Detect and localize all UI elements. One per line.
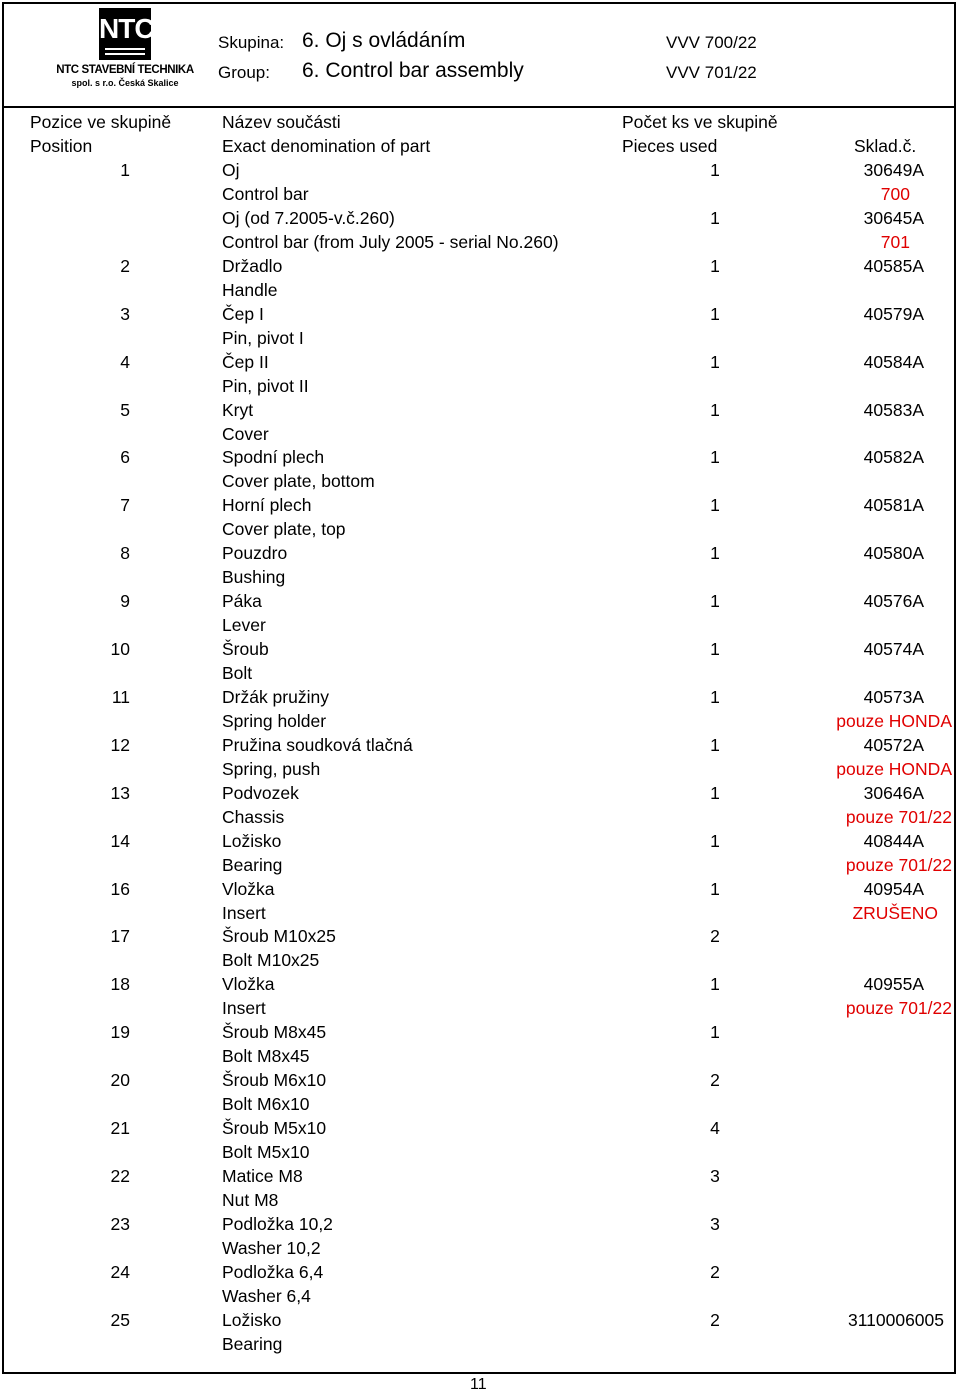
row-name-cz: Podložka 6,4: [222, 1262, 324, 1282]
row-position: 11: [111, 687, 130, 707]
row-quantity: 1: [710, 1022, 720, 1042]
row-name-cz: Šroub: [222, 639, 269, 659]
row-quantity: 1: [710, 447, 720, 467]
row-position: 24: [110, 1262, 130, 1282]
row-name-cz: Šroub M8x45: [222, 1022, 327, 1042]
row-name-cz: Horní plech: [222, 495, 312, 515]
row-position: 8: [120, 543, 130, 563]
header-separator: [4, 106, 954, 108]
row-name-cz: Páka: [222, 591, 262, 611]
row-quantity: 1: [710, 543, 720, 563]
row-quantity: 1: [710, 735, 720, 755]
row-note: 701: [880, 232, 910, 252]
row-quantity: 2: [710, 1310, 720, 1330]
row-name-cz: Čep I: [222, 304, 264, 324]
row-name-cz: Šroub M10x25: [222, 926, 336, 946]
row-quantity: 1: [710, 879, 720, 899]
row-position: 2: [120, 256, 130, 276]
row-position: 19: [110, 1022, 130, 1042]
row-sku: 40955A: [863, 974, 924, 994]
row-quantity: 1: [710, 208, 720, 228]
row-note: pouze 701/22: [845, 998, 952, 1018]
row-name-en: Spring, push: [222, 759, 321, 779]
row-name-en: Control bar (from July 2005 - serial No.260): [222, 232, 559, 252]
row-position: 25: [110, 1310, 130, 1330]
row-name-en: Handle: [222, 280, 278, 300]
row-position: 14: [110, 831, 130, 851]
row-sku: 30646A: [863, 783, 924, 803]
row-quantity: 2: [710, 1262, 720, 1282]
row-quantity: 3: [710, 1214, 720, 1234]
row-name-en: Washer 6,4: [222, 1286, 311, 1306]
row-position: 17: [110, 926, 130, 946]
column-name-cz: Název součásti: [222, 112, 341, 132]
row-name-cz: Matice M8: [222, 1166, 303, 1186]
row-note: pouze 701/22: [845, 855, 952, 875]
row-quantity: 1: [710, 783, 720, 803]
row-name-cz: Oj (od 7.2005-v.č.260): [222, 208, 395, 228]
row-sku: 30649A: [863, 160, 924, 180]
row-position: 13: [110, 783, 130, 803]
logo-company-name: NTC STAVEBNÍ TECHNIKA: [56, 64, 194, 76]
row-name-en: Cover: [222, 424, 269, 444]
row-note: pouze HONDA: [836, 759, 952, 779]
row-position: 10: [110, 639, 130, 659]
row-name-en: Cover plate, bottom: [222, 471, 375, 491]
row-name-cz: Pružina soudková tlačná: [222, 735, 413, 755]
row-sku: 40574A: [863, 639, 924, 659]
row-name-cz: Pouzdro: [222, 543, 288, 563]
row-quantity: 1: [710, 974, 720, 994]
row-name-en: Control bar: [222, 184, 309, 204]
row-note: 700: [880, 184, 910, 204]
column-name-en: Exact denomination of part: [222, 136, 431, 156]
row-position: 18: [110, 974, 130, 994]
row-quantity: 1: [710, 495, 720, 515]
row-name-cz: Šroub M5x10: [222, 1118, 327, 1138]
row-name-en: Chassis: [222, 807, 285, 827]
row-sku: 40572A: [863, 735, 924, 755]
row-name-cz: Držák pružiny: [222, 687, 329, 707]
row-name-en: Pin, pivot I: [222, 328, 304, 348]
group-en-value: 6. Control bar assembly: [302, 59, 524, 82]
row-quantity: 1: [710, 160, 720, 180]
model-701: VVV 701/22: [666, 63, 757, 82]
row-sku: 40581A: [863, 495, 924, 515]
row-position: 9: [120, 591, 130, 611]
row-position: 22: [110, 1166, 130, 1186]
logo-company-sub: spol. s r.o. Česká Skalice: [71, 78, 179, 88]
row-sku: 30645A: [863, 208, 924, 228]
group-en-label: Group:: [218, 63, 270, 82]
row-quantity: 1: [710, 304, 720, 324]
row-name-cz: Podvozek: [222, 783, 299, 803]
row-quantity: 3: [710, 1166, 720, 1186]
group-cz-label: Skupina:: [218, 33, 285, 52]
row-quantity: 1: [710, 352, 720, 372]
column-qty-cz: Počet ks ve skupině: [622, 112, 778, 132]
row-sku: 40582A: [863, 447, 924, 467]
ntc-logo-mark: [99, 8, 154, 60]
row-sku: 40954A: [863, 879, 924, 899]
row-sku: 40584A: [863, 352, 924, 372]
row-sku: 40583A: [863, 400, 924, 420]
row-name-cz: Držadlo: [222, 256, 283, 276]
logo-mark-text: NTC: [99, 13, 154, 44]
page-number: 11: [470, 1376, 487, 1393]
row-quantity: 1: [710, 256, 720, 276]
row-name-en: Insert: [222, 903, 266, 923]
column-position-cz: Pozice ve skupině: [30, 112, 172, 132]
row-name-en: Bolt M6x10: [222, 1094, 310, 1114]
row-sku: 40844A: [863, 831, 924, 851]
row-sku: 40585A: [863, 256, 924, 276]
row-quantity: 1: [710, 591, 720, 611]
row-name-en: Bearing: [222, 855, 283, 875]
row-position: 7: [120, 495, 130, 515]
company-logo: [55, 8, 195, 98]
group-cz-value: 6. Oj s ovládáním: [302, 29, 466, 52]
row-name-en: Nut M8: [222, 1190, 279, 1210]
row-name-cz: Ložisko: [222, 831, 282, 851]
row-position: 20: [110, 1070, 130, 1090]
row-quantity: 1: [710, 639, 720, 659]
row-name-en: Bushing: [222, 567, 286, 587]
row-quantity: 1: [710, 831, 720, 851]
row-name-cz: Vložka: [222, 974, 275, 994]
row-name-cz: Kryt: [222, 400, 254, 420]
row-position: 12: [110, 735, 130, 755]
row-sku: 40573A: [863, 687, 924, 707]
row-name-cz: Šroub M6x10: [222, 1070, 327, 1090]
row-name-en: Lever: [222, 615, 266, 635]
row-quantity: 2: [710, 1070, 720, 1090]
row-quantity: 4: [710, 1118, 720, 1138]
row-position: 21: [110, 1118, 130, 1138]
row-note: ZRUŠENO: [852, 903, 938, 923]
row-position: 4: [120, 352, 130, 372]
column-position-en: Position: [30, 136, 93, 156]
row-name-en: Pin, pivot II: [222, 376, 309, 396]
row-name-en: Cover plate, top: [222, 519, 346, 539]
row-sku: 40580A: [863, 543, 924, 563]
row-quantity: 1: [710, 400, 720, 420]
row-position: 1: [120, 160, 130, 180]
column-sku: Sklad.č.: [854, 136, 917, 156]
row-sku: 40576A: [863, 591, 924, 611]
row-name-cz: Vložka: [222, 879, 275, 899]
row-sku: 3110006005: [847, 1310, 944, 1330]
row-name-en: Spring holder: [222, 711, 327, 731]
page-frame: [2, 2, 956, 1374]
row-name-en: Washer 10,2: [222, 1238, 321, 1258]
row-name-cz: Spodní plech: [222, 447, 325, 467]
row-sku: 40579A: [863, 304, 924, 324]
row-name-cz: Čep II: [222, 352, 269, 372]
row-name-en: Insert: [222, 998, 266, 1018]
row-position: 6: [120, 447, 130, 467]
model-700: VVV 700/22: [666, 33, 757, 52]
row-quantity: 1: [710, 687, 720, 707]
column-qty-en: Pieces used: [622, 136, 718, 156]
row-name-en: Bolt M10x25: [222, 950, 320, 970]
row-note: pouze 701/22: [845, 807, 952, 827]
row-position: 3: [120, 304, 130, 324]
row-name-cz: Podložka 10,2: [222, 1214, 333, 1234]
row-name-en: Bearing: [222, 1334, 283, 1354]
row-name-en: Bolt M8x45: [222, 1046, 310, 1066]
row-note: pouze HONDA: [836, 711, 952, 731]
row-name-cz: Oj: [222, 160, 240, 180]
row-position: 23: [110, 1214, 130, 1234]
row-position: 16: [110, 879, 130, 899]
row-name-en: Bolt M5x10: [222, 1142, 310, 1162]
row-name-cz: Ložisko: [222, 1310, 282, 1330]
row-quantity: 2: [710, 926, 720, 946]
row-name-en: Bolt: [222, 663, 253, 683]
row-position: 5: [120, 400, 130, 420]
